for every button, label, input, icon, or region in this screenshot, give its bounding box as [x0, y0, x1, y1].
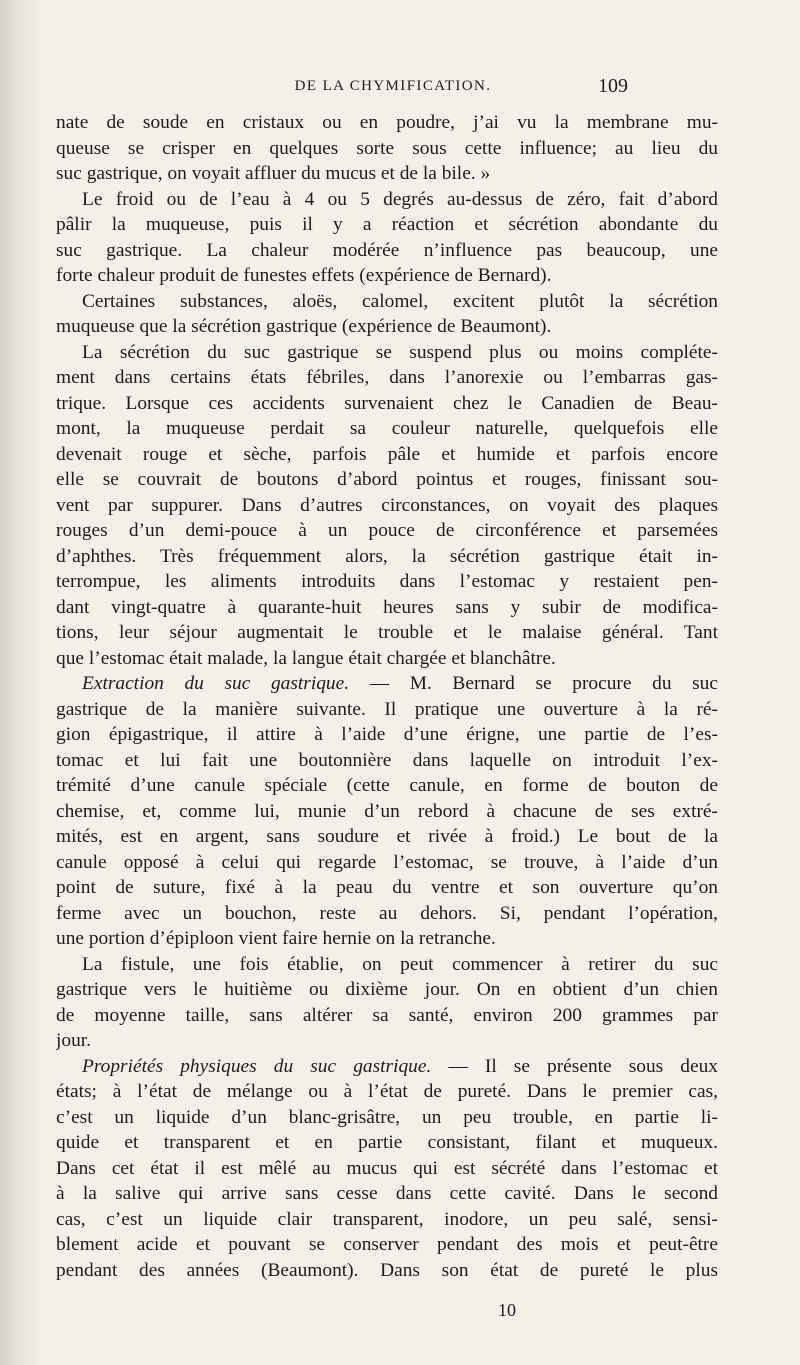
line-text: rouges d’un demi-pouce à un pouce de circonférence et parsemées	[56, 520, 718, 541]
line-text: suc gastrique, on voyait affluer du mucus et de la bile. »	[56, 163, 491, 184]
line-text: Dans cet état il est mêlé au mucus qui est sécrété dans l’estomac et	[56, 1157, 718, 1179]
line-text: pendant des années (Beaumont). Dans son état de pureté le plus	[56, 1259, 718, 1281]
text-line	[56, 697, 718, 723]
line-text: gastrique vers le huitième ou dixième jour. On en obtient d’un chien	[56, 979, 718, 1000]
line-text: cas, c’est un liquide clair transparent, inodore, un peu salé, sensi-	[56, 1208, 718, 1230]
text-line	[56, 1258, 718, 1284]
page-number: 109	[598, 75, 628, 97]
line-text: gastrique de la manière suivante. Il pratique une ouverture à la ré-	[56, 698, 718, 720]
line-text: — M. Bernard se procure du suc	[369, 673, 718, 694]
text-line	[56, 544, 718, 570]
line-text: jour.	[56, 1030, 92, 1051]
text-line	[56, 569, 718, 595]
text-line	[56, 952, 718, 978]
line-text: pâlir la muqueuse, puis il y a réaction et sécrétion abondante du	[56, 214, 718, 235]
text-line	[56, 1156, 718, 1182]
text-line	[56, 799, 718, 825]
text-line	[56, 467, 718, 493]
text-line	[56, 901, 718, 927]
text-line	[56, 875, 718, 901]
line-text: c’est un liquide d’un blanc-grisâtre, un peu trouble, en partie li-	[56, 1106, 718, 1128]
text-line	[56, 926, 718, 952]
line-text: Le froid ou de l’eau à 4 ou 5 degrés au-dessus de zéro, fait d’abord	[82, 188, 718, 210]
section-heading: Extraction du suc gastrique.	[82, 673, 350, 694]
text-line	[56, 773, 718, 799]
line-text: muqueuse que la sécrétion gastrique (expérience de Beaumont).	[56, 316, 552, 337]
text-line	[56, 671, 718, 697]
text-line	[56, 1105, 718, 1131]
text-line	[56, 161, 718, 187]
line-text: que l’estomac était malade, la langue était chargée et blanchâtre.	[56, 647, 556, 669]
line-text: point de suture, fixé à la peau du ventre et son ouverture qu’on	[56, 877, 718, 898]
line-text: — Il se présente sous deux	[448, 1055, 718, 1077]
text-line	[56, 493, 718, 519]
line-text: une portion d’épiploon vient faire hernie on la retranche.	[56, 928, 496, 949]
text-line	[56, 136, 718, 162]
line-text: vent par suppurer. Dans d’autres circonstances, on voyait des plaques	[56, 494, 718, 516]
text-line	[56, 748, 718, 774]
text-line	[56, 824, 718, 850]
running-title: DE LA CHYMIFICATION.	[294, 78, 492, 94]
text-line	[56, 416, 718, 442]
text-line	[56, 212, 718, 238]
line-text: gion épigastrique, il attire à l’aide d’une érigne, une partie de l’es-	[56, 724, 718, 745]
line-text: blement acide et pouvant se conserver pendant des mois et peut-être	[56, 1234, 718, 1255]
line-text: mités, est en argent, sans soudure et rivée à froid.) Le bout de la	[56, 826, 718, 847]
line-text: Certaines substances, aloës, calomel, excitent plutôt la sécrétion	[82, 290, 718, 312]
line-text: tions, leur séjour augmentait le trouble et le malaise général. Tant	[56, 622, 718, 643]
text-line	[56, 518, 718, 544]
line-text: elle se couvrait de boutons d’abord pointus et rouges, finissant sou-	[56, 469, 718, 490]
text-line	[56, 1028, 718, 1054]
line-text: canule opposé à celui qui regarde l’estomac, se trouve, à l’aide d’un	[56, 851, 718, 873]
running-head	[0, 75, 800, 102]
text-line	[56, 289, 718, 315]
text-line	[56, 391, 718, 417]
line-text: d’aphthes. Très fréquemment alors, la sécrétion gastrique était in-	[56, 545, 718, 567]
line-text: dant vingt-quatre à quarante-huit heures sans y subir de modifica-	[56, 596, 718, 618]
text-line	[56, 1054, 718, 1080]
text-line	[56, 314, 718, 340]
line-text: états; à l’état de mélange ou à l’état de pureté. Dans le premier cas,	[56, 1081, 718, 1102]
line-text: quide et transparent et en partie consistant, filant et muqueux.	[56, 1132, 718, 1153]
text-line	[56, 1003, 718, 1029]
line-text: forte chaleur produit de funestes effets (expérience de Bernard).	[56, 265, 552, 286]
line-text: suc gastrique. La chaleur modérée n’influence pas beaucoup, une	[56, 239, 718, 261]
line-text: de moyenne taille, sans altérer sa santé, environ 200 grammes par	[56, 1004, 718, 1026]
line-text: queuse se crisper en quelques sorte sous cette influence; au lieu du	[56, 137, 718, 159]
text-line	[56, 1181, 718, 1207]
text-line	[56, 340, 718, 366]
body-text	[56, 110, 718, 1283]
line-text: La fistule, une fois établie, on peut commencer à retirer du suc	[82, 953, 718, 975]
text-line	[56, 1232, 718, 1258]
text-line	[56, 977, 718, 1003]
text-line	[56, 646, 718, 672]
text-line	[56, 1207, 718, 1233]
line-text: chemise, et, comme lui, munie d’un rebord à chacune de ses extré-	[56, 800, 718, 822]
section-heading: Propriétés physiques du suc gastrique.	[82, 1055, 432, 1077]
line-text: La sécrétion du suc gastrique se suspend plus ou moins compléte-	[82, 341, 718, 363]
text-line	[56, 620, 718, 646]
text-line	[56, 187, 718, 213]
text-line	[56, 722, 718, 748]
text-line	[56, 1130, 718, 1156]
text-line	[56, 442, 718, 468]
line-text: tomac et lui fait une boutonnière dans laquelle on introduit l’ex-	[56, 749, 718, 771]
line-text: devenait rouge et sèche, parfois pâle et humide et parfois encore	[56, 443, 718, 465]
text-line	[56, 238, 718, 264]
text-line	[56, 110, 718, 136]
line-text: ment dans certains états fébriles, dans l’anorexie ou l’embarras gas-	[56, 367, 718, 388]
line-text: ferme avec un bouchon, reste au dehors. Si, pendant l’opération,	[56, 902, 718, 924]
text-line	[56, 595, 718, 621]
line-text: trémité d’une canule spéciale (cette canule, en forme de bouton de	[56, 775, 718, 796]
text-line	[56, 850, 718, 876]
line-text: nate de soude en cristaux ou en poudre, j’ai vu la membrane mu-	[56, 112, 718, 133]
line-text: mont, la muqueuse perdait sa couleur naturelle, quelquefois elle	[56, 418, 718, 439]
line-text: trique. Lorsque ces accidents survenaient chez le Canadien de Beau-	[56, 392, 718, 414]
text-line	[56, 365, 718, 391]
text-line	[56, 1079, 718, 1105]
line-text: à la salive qui arrive sans cesse dans cette cavité. Dans le second	[56, 1183, 718, 1204]
text-line	[56, 263, 718, 289]
line-text: terrompue, les aliments introduits dans l’estomac y restaient pen-	[56, 571, 718, 592]
signature-mark: 10	[498, 1300, 516, 1320]
